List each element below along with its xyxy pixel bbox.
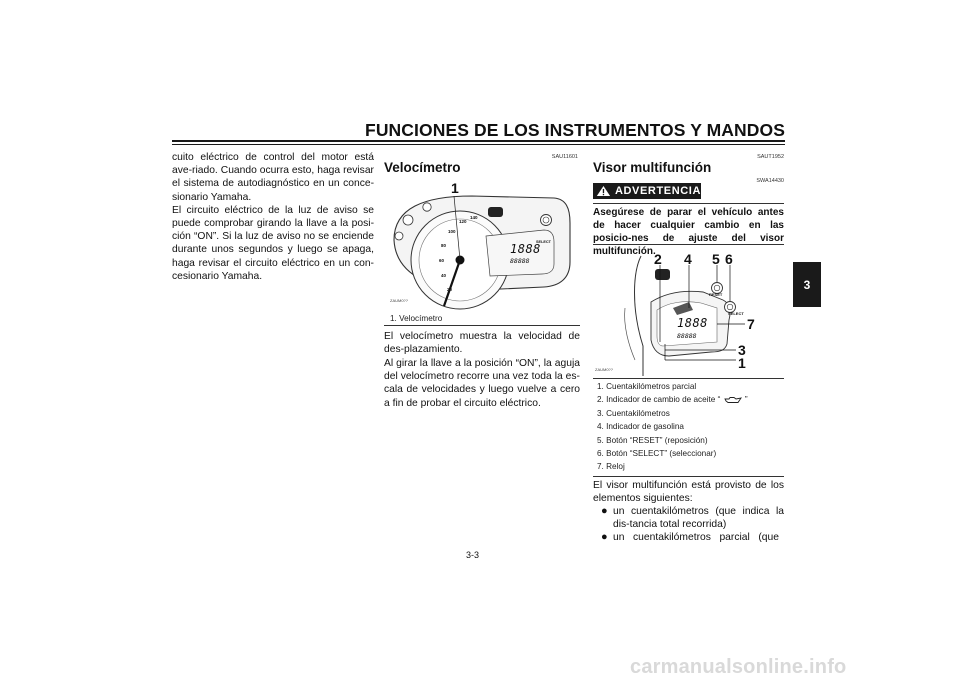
legend-item-oil (597, 393, 784, 406)
header-rule (172, 140, 785, 142)
tick-label: 40 (441, 273, 447, 278)
multifunction-display-digits: 1888 (677, 316, 708, 330)
section-heading-velocimetro: Velocímetro (384, 160, 461, 175)
warning-text: Asegúrese de parar el vehículo antes de hacer cualquier cambio en las posicio-nes de ajuste del visor multifunción. (593, 207, 784, 257)
tick-label: 80 (441, 243, 447, 248)
speedometer-callout-1: 1 (451, 180, 459, 196)
legend-item: 7. Reloj (597, 462, 625, 472)
tick-label: 140 (470, 215, 478, 220)
multifunction-paragraph: El visor multifunción está provisto de los elementos siguientes: (593, 480, 784, 505)
figure-id: ZAUM0?? (595, 367, 614, 372)
callout-4: 4 (684, 251, 692, 267)
tick-label: 120 (459, 219, 467, 224)
select-label: SELECT (728, 311, 744, 316)
warning-rule-top (593, 203, 784, 204)
list-rule-top (593, 378, 784, 379)
tick-label: 60 (439, 258, 445, 263)
warning-rule-bottom (593, 244, 784, 245)
section-heading-visor: Visor multifunción (593, 160, 712, 175)
warning-banner (593, 183, 701, 199)
speedometer-paragraph-1: El velocímetro muestra la velocidad de des-plazamiento. (384, 331, 580, 356)
speedometer-figure (384, 178, 580, 310)
legend-item-text: 2. Indicador de cambio de aceite “ (597, 395, 721, 405)
callout-5: 5 (712, 251, 720, 267)
figure-id: ZAUM0?? (390, 298, 409, 303)
callout-2: 2 (654, 251, 662, 267)
callout-7: 7 (747, 316, 755, 332)
legend-item: 6. Botón “SELECT” (seleccionar) (597, 449, 717, 459)
multifunction-display-illustration (593, 248, 784, 378)
section-code: SAU11601 (551, 154, 578, 160)
figure-caption: 1. Velocímetro (390, 314, 443, 323)
oil-can-icon (723, 396, 743, 404)
callout-1: 1 (738, 355, 746, 371)
legend-item-suffix: ” (744, 395, 748, 405)
bullet-item (601, 531, 784, 544)
bullet-text: un cuentakilómetros parcial (que (613, 532, 779, 544)
callout-6: 6 (725, 251, 733, 267)
tick-label: 100 (448, 229, 456, 234)
multifunction-figure (593, 248, 784, 378)
tick-label: 20 (447, 287, 453, 292)
feature-bullet-list (601, 505, 784, 545)
speedometer-paragraph-2: Al girar la llave a la posición “ON”, la aguja del velocímetro recorre una vez toda la es-cala de velocidades y luego vuelve a cero a fin de probar el circuito eléctrico. (384, 358, 580, 409)
page-header-title: FUNCIONES DE LOS INSTRUMENTOS Y MANDOS (365, 120, 785, 140)
page-number: 3-3 (466, 550, 480, 560)
reset-label: RESET (709, 292, 723, 297)
legend-item: 4. Indicador de gasolina (597, 422, 684, 432)
bullet-item (601, 505, 784, 531)
speedometer-odometer-digits: 88888 (510, 257, 530, 265)
column1-paragraph: cuito eléctrico de control del motor está ave-riado. Cuando ocurra esto, haga revisar el sistema de autodiagnóstico en un conce-sionario Yamaha. El circuito eléctrico de la luz de aviso se puede comprobar girando la llave a la posi-ción “ON”. Si la luz de aviso no se enciende durante unos segundos y luego se apaga, haga revisar el circuito eléctrico en un con-cesionario Yamaha. (172, 152, 374, 282)
legend-item: 3. Cuentakilómetros (597, 408, 670, 418)
warning-triangle-icon (596, 184, 611, 198)
callout-3: 3 (738, 342, 746, 358)
header-rule-thin (172, 144, 785, 145)
list-rule-bottom (593, 476, 784, 477)
figure-legend-list (597, 380, 784, 474)
speedometer-illustration (384, 178, 580, 310)
warning-code: SWA14430 (756, 178, 784, 184)
bullet-icon: ● (601, 531, 608, 544)
watermark: carmanualsonline.info (630, 656, 847, 678)
speedometer-display-digits: 1888 (510, 242, 541, 256)
legend-item: 1. Cuentakilómetros parcial (597, 382, 697, 391)
caption-rule (384, 325, 580, 326)
bullet-text: un cuentakilómetros (que indica la dis-tancia total recorrida) (613, 506, 784, 531)
section-code: SAUT1952 (757, 154, 784, 160)
chapter-tab[interactable]: 3 (793, 262, 821, 307)
select-label: SELECT (536, 240, 551, 244)
multifunction-odometer-digits: 88888 (677, 332, 697, 340)
warning-label: ADVERTENCIA (614, 185, 701, 197)
bullet-icon: ● (601, 505, 608, 517)
legend-item: 5. Botón “RESET” (reposición) (597, 435, 708, 445)
